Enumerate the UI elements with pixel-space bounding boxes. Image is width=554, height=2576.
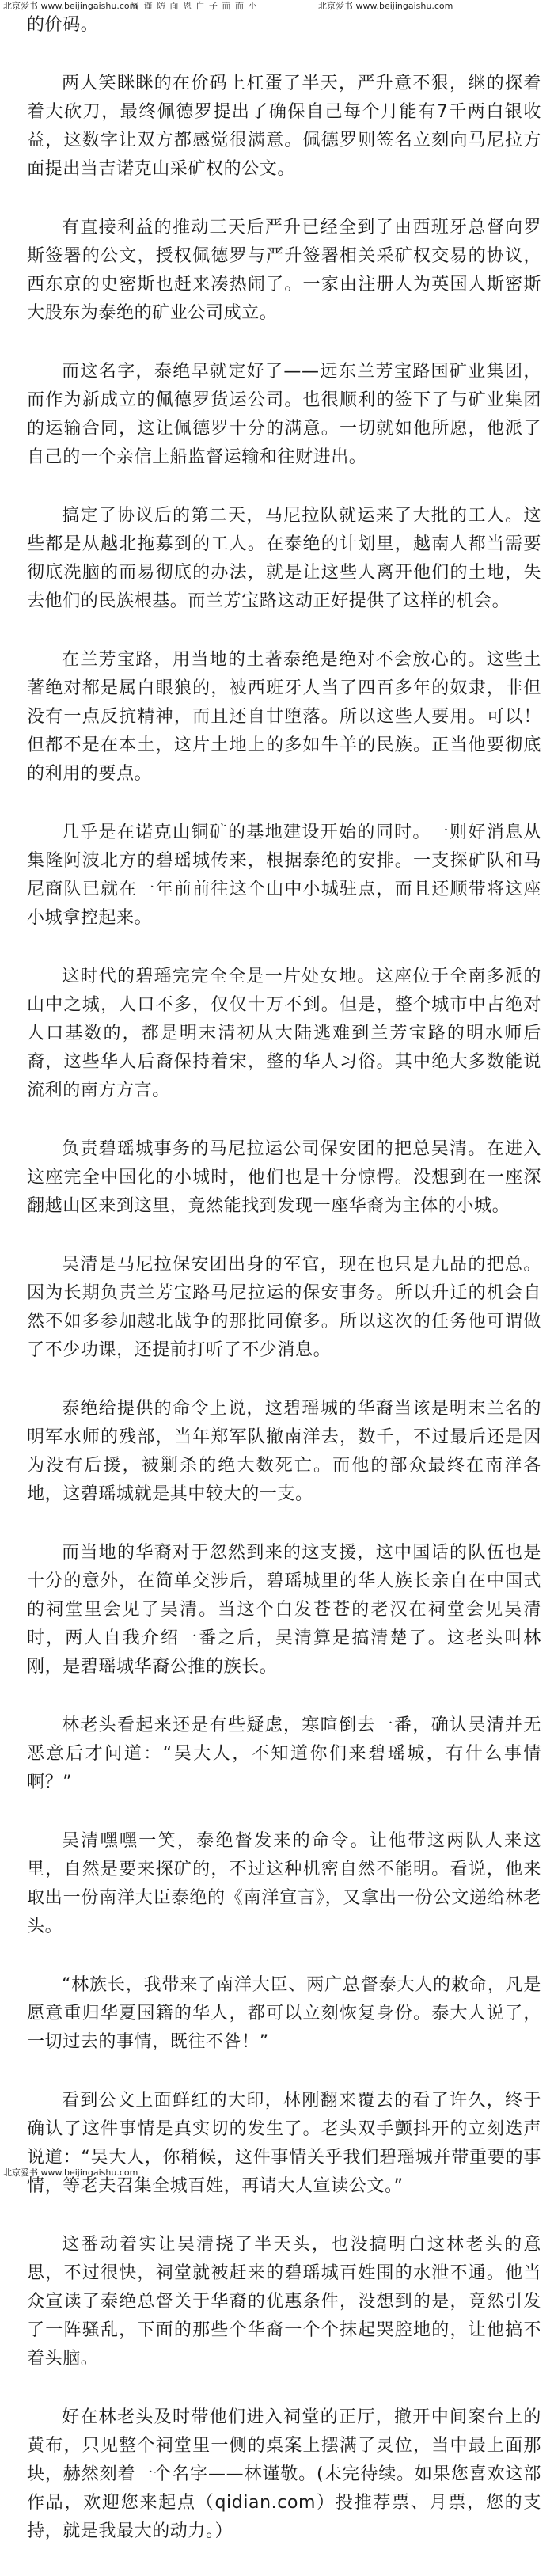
chapter-body (27, 11, 541, 2576)
paragraph: 看到公文上面鲜红的大印，林刚翻来覆去的看了许久，终于确认了这件事情是真实切的发生了。老头双手颤抖开的立刻迭声说道：“吴大人，你稍候，这件事情关乎我们碧瑶城并带重要的事情，等老夫召集全城百姓，再请大人宣读公文。” (27, 2091, 541, 2196)
paragraph: 负责碧瑶城事务的马尼拉运公司保安团的把总吴清。在进入这座完全中国化的小城时，他们也是十分惊愕。没想到在一座深翻越山区来到这里，竟然能找到发现一座华裔为主体的小城。 (27, 1139, 541, 1216)
paragraph-final: 好在林老头及时带他们进入祠堂的正厅，撤开中间案台上的黄布，只见整个祠堂里一侧的桌案上摆满了灵位，当中最上面那块，赫然刻着一个名字——林谨敬。(未完待续。如果您喜欢这部作品，欢迎您来起点（qidian.com）投推荐票、月票，您的支持，就是我最大的动力。） (27, 2407, 541, 2541)
paragraph: 而这名字，泰绝早就定好了——远东兰芳宝路国矿业集团，而作为新成立的佩德罗货运公司。也很顺利的签下了与矿业集团的运输合同，这让佩德罗十分的满意。一切就如他所愿，他派了自己的一个亲信上船监督运输和往财进出。 (27, 362, 541, 467)
paragraph: “林族长，我带来了南洋大臣、两广总督泰大人的敕命，凡是愿意重归华夏国籍的华人，都可以立刻恢复身份。泰大人说了，一切过去的事情，既往不咎！” (27, 1975, 541, 2052)
paragraph: 泰绝给提供的命令上说，这碧瑶城的华裔当该是明末兰名的明军水师的残部，当年郑军队撤南洋去，数千，不过最后还是因为没有后援，被剿杀的绝大数死亡。而他的部众最终在南洋各地，这碧瑶城就是其中较大的一支。 (27, 1399, 541, 1504)
paragraph: 在兰芳宝路，用当地的土著泰绝是绝对不会放心的。这些土著绝对都是属白眼狼的，被西班牙人当了四百多年的奴隶，非但没有一点反抗精神，而且还自甘堕落。所以这些人要用。可以！但都不是在本土，这片土地上的多如牛羊的民族。正当他要彻底的利用的要点。 (27, 650, 541, 784)
footer-watermark: 北京爱书 www.beijingaishu.com (3, 2168, 138, 2178)
paragraph: 吴清是马尼拉保安团出身的军官，现在也只是九品的把总。因为长期负责兰芳宝路马尼拉运的保安事务。所以升迁的机会自然不如多参加越北战争的那批同僚多。所以这次的任务他可谓做了不少功课，还提前打听了不少消息。 (27, 1255, 541, 1360)
paragraph: 这时代的碧瑶完完全全是一片处女地。这座位于全南多派的山中之城，人口不多，仅仅十万不到。但是，整个城市中占绝对人口基数的，都是明末清初从大陆逃难到兰芳宝路的明水师后裔，这些华人后裔保持着宋，整的华人习俗。其中绝大多数能说流利的南方方言。 (27, 967, 541, 1100)
paragraph: 有直接利益的推动三天后严升已经全到了由西班牙总督向罗斯签署的公文，授权佩德罗与严升签署相关采矿权交易的协议，西东京的史密斯也赶来凑热闹了。一家由注册人为英国人斯密斯大股东为泰绝的矿业公司成立。 (27, 218, 541, 323)
header-cutoff-text: 周 谨 防 面 恩 白 子 而 而 小 (131, 1, 258, 11)
paragraph-continuation: 的价码。 (27, 15, 99, 35)
paragraph: 几乎是在诺克山铜矿的基地建设开始的同时。一则好消息从集隆阿波北方的碧瑶城传来，根据泰绝的安排。一支探矿队和马尼商队已就在一年前前往这个山中小城驻点，而且还顺带将这座小城拿控起来。 (27, 823, 541, 928)
paragraph: 两人笑眯眯的在价码上杠蛋了半天，严升意不狠，继的探着着大砍刀，最终佩德罗提出了确保自己每个月能有7千两白银收益，这数字让双方都感觉很满意。佩德罗则签名立刻向马尼拉方面提出当吉诺克山采矿权的公文。 (27, 74, 541, 179)
page-footer (0, 2166, 554, 2180)
paragraph: 搞定了协议后的第二天，马尼拉队就运来了大批的工人。这些都是从越北拖募到的工人。在泰绝的计划里，越南人都当需要彻底洗脑的而易彻底的办法，就是让这些人离开他们的土地，失去他们的民族根基。而兰芳宝路这动正好提供了这样的机会。 (27, 506, 541, 611)
header-watermark-left: 北京爱书 www.beijingaishu.com (3, 1, 138, 11)
paragraph: 而当地的华裔对于忽然到来的这支援，这中国话的队伍也是十分的意外，在简单交涉后，碧瑶城里的华人族长亲自在中国式的祠堂里会见了吴清。当这个白发苍苍的老汉在祠堂会见吴清时，两人自我介绍一番之后，吴清算是搞清楚了。这老头叫林刚，是碧瑶城华裔公推的族长。 (27, 1543, 541, 1677)
header-watermark-right: 北京爱书 www.beijingaishu.com (318, 1, 453, 11)
paragraph: 这番动着实让吴清挠了半天头，也没搞明白这林老头的意思，不过很快，祠堂就被赶来的碧瑶城百姓围的水泄不通。他当众宣读了泰绝总督关于华裔的优惠条件，没想到的是，竟然引发了一阵骚乱，下面的那些个华裔一个个抹起哭腔地的，让他搞不着头脑。 (27, 2235, 541, 2369)
paragraph: 林老头看起来还是有些疑虑，寒暄倒去一番，确认吴清并无恶意后才问道：“吴大人，不知道你们来碧瑶城，有什么事情啊？” (27, 1715, 541, 1792)
paragraph: 吴清嘿嘿一笑，泰绝督发来的命令。让他带这两队人来这里，自然是要来探矿的，不过这种机密自然不能明。看说，他来取出一份南洋大臣泰绝的《南洋宣言》，又拿出一份公文递给林老头。 (27, 1831, 541, 1936)
